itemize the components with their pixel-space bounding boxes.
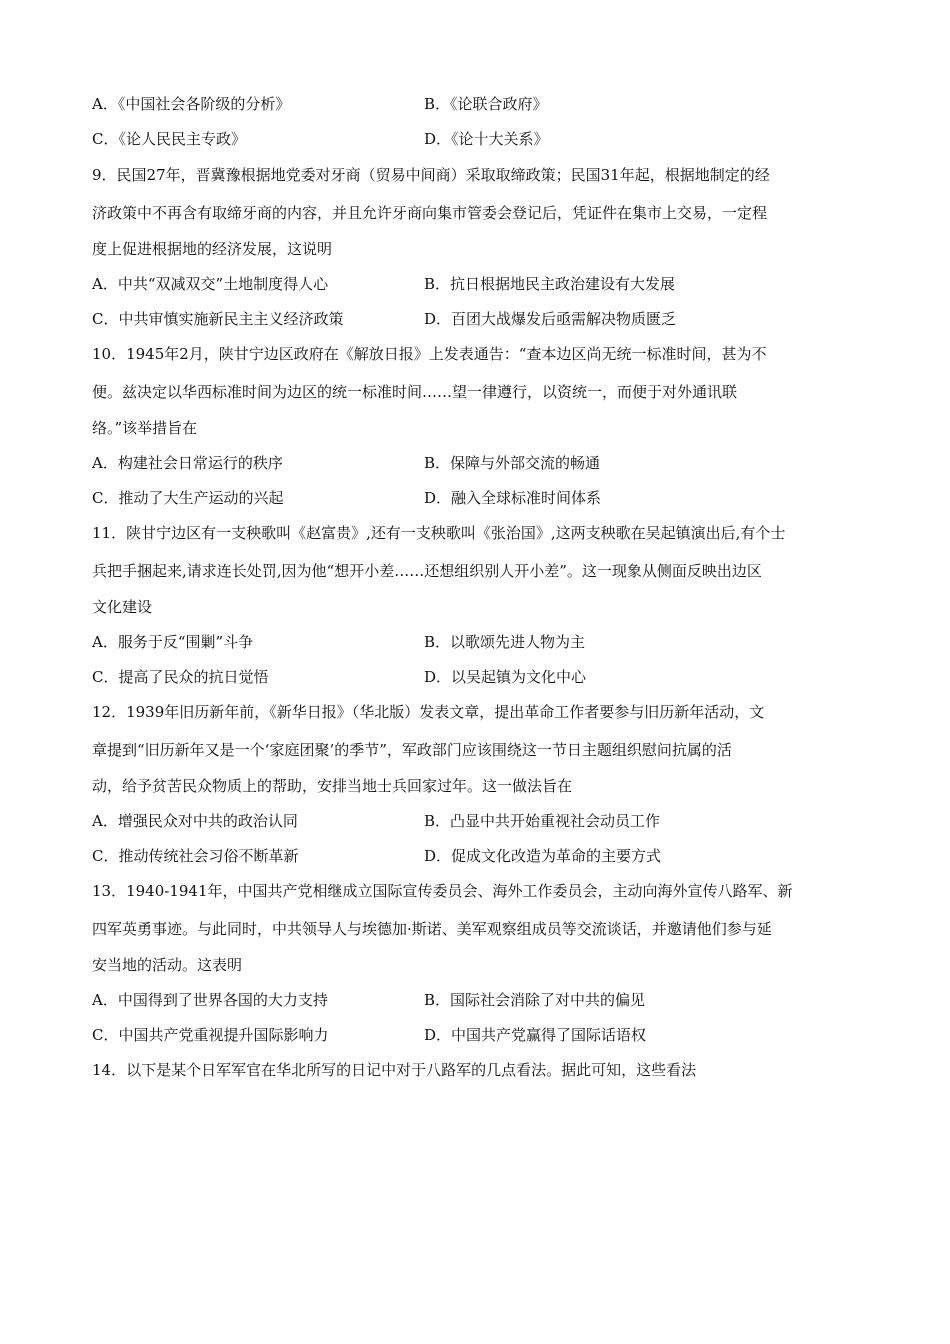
q11-stem-line-2: 兵把手捆起来,请求连长处罚,因为他“想开小差……还想组织别人开小差”。这一现象从侧面反映出边区	[92, 562, 762, 580]
q12-option-d: D．促成文化改造为革命的主要方式	[424, 847, 662, 865]
q9-option-a: A．中共“双减双交”土地制度得人心	[92, 275, 329, 293]
q12-stem-line-2: 章提到“旧历新年又是一个‘家庭团聚’的季节”，军政部门应该围绕这一节日主题组织慰问抗属的活	[92, 741, 732, 759]
q9-option-b: B．抗日根据地民主政治建设有大发展	[424, 275, 676, 293]
q8-option-d: D．《论十大关系》	[424, 130, 549, 148]
q12-stem-line-3: 动，给予贫苦民众物质上的帮助，安排当地士兵回家过年。这一做法旨在	[92, 777, 573, 795]
q13-option-a: A．中国得到了世界各国的大力支持	[92, 991, 328, 1009]
q8-option-a: A．《中国社会各阶级的分析》	[92, 95, 291, 113]
q11-option-c: C．提高了民众的抗日觉悟	[92, 668, 269, 686]
q8-option-b: B．《论联合政府》	[424, 95, 548, 113]
q10-stem-line-3: 络。”该举措旨在	[92, 419, 198, 437]
q13-stem-line-1: 13．1940-1941年，中国共产党相继成立国际宣传委员会、海外工作委员会，主动向海外宣传八路军、新	[92, 882, 793, 900]
q11-stem-line-3: 文化建设	[92, 598, 153, 616]
q10-stem-line-1: 10．1945年2月，陕甘宁边区政府在《解放日报》上发表通告：“查本边区尚无统一标准时间，甚为不	[92, 345, 767, 363]
q12-stem-line-1: 12．1939年旧历新年前，《新华日报》（华北版）发表文章，提出革命工作者要参与旧历新年活动，文	[92, 703, 765, 721]
q13-stem-line-3: 安当地的活动。这表明	[92, 956, 243, 974]
q10-stem-line-2: 便。兹决定以华西标准时间为边区的统一标准时间……望一律遵行，以资统一，而便于对外通讯联	[92, 383, 738, 401]
q10-option-d: D．融入全球标准时间体系	[424, 489, 602, 507]
q11-option-b: B．以歌颂先进人物为主	[424, 633, 586, 651]
q10-option-b: B．保障与外部交流的畅通	[424, 454, 601, 472]
q13-option-d: D．中国共产党赢得了国际话语权	[424, 1026, 647, 1044]
q11-option-d: D．以吴起镇为文化中心	[424, 668, 587, 686]
q9-option-d: D．百团大战爆发后亟需解决物质匮乏	[424, 310, 677, 328]
q9-option-c: C．中共审慎实施新民主主义经济政策	[92, 310, 344, 328]
q11-stem-line-1: 11．陕甘宁边区有一支秧歌叫《赵富贵》,还有一支秧歌叫《张治国》,这两支秧歌在吴起镇演出后,有个士	[92, 524, 786, 542]
q13-option-b: B．国际社会消除了对中共的偏见	[424, 991, 646, 1009]
q12-option-c: C．推动传统社会习俗不断革新	[92, 847, 299, 865]
q8-option-c: C．《论人民民主专政》	[92, 130, 246, 148]
q14-stem-line-1: 14．以下是某个日军军官在华北所写的日记中对于八路军的几点看法。据此可知，这些看法	[92, 1061, 697, 1079]
q10-option-a: A．构建社会日常运行的秩序	[92, 454, 283, 472]
q10-option-c: C．推动了大生产运动的兴起	[92, 489, 284, 507]
q12-option-b: B．凸显中共开始重视社会动员工作	[424, 812, 661, 830]
q9-stem-line-1: 9．民国27年，晋冀豫根据地党委对牙商（贸易中间商）采取取缔政策；民国31年起，根据地制定的经	[92, 166, 770, 184]
q11-option-a: A．服务于反“围剿”斗争	[92, 633, 254, 651]
q9-stem-line-2: 济政策中不再含有取缔牙商的内容，并且允许牙商向集市管委会登记后，凭证件在集市上交易，一定程	[92, 204, 768, 222]
q9-stem-line-3: 度上促进根据地的经济发展，这说明	[92, 240, 333, 258]
q13-stem-line-2: 四军英勇事迹。与此同时，中共领导人与埃德加·斯诺、美军观察组成员等交流谈话，并邀请他们参与延	[92, 920, 772, 938]
q13-option-c: C．中国共产党重视提升国际影响力	[92, 1026, 329, 1044]
q12-option-a: A．增强民众对中共的政治认同	[92, 812, 298, 830]
